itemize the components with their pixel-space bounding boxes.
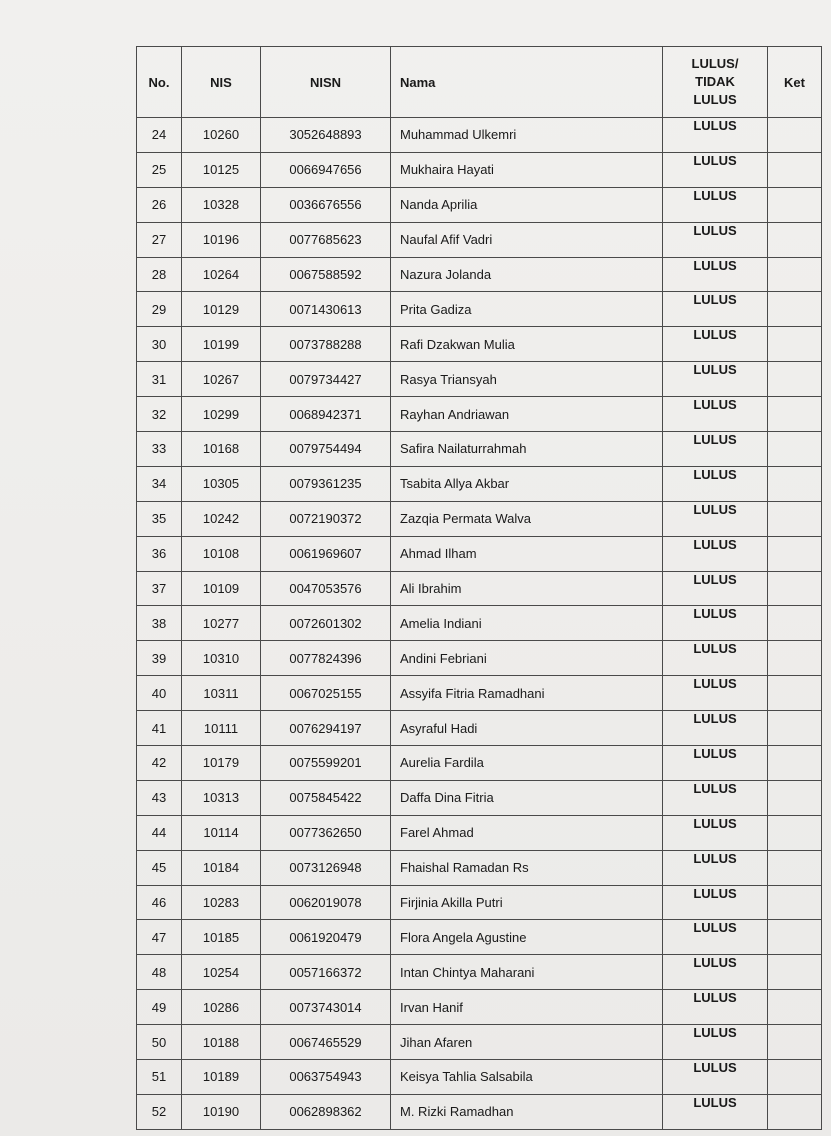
cell-ket <box>768 1025 822 1060</box>
cell-ket <box>768 885 822 920</box>
cell-nama: M. Rizki Ramadhan <box>391 1094 663 1129</box>
cell-nisn: 0062019078 <box>261 885 391 920</box>
cell-nis: 10196 <box>182 222 261 257</box>
cell-status: LULUS <box>663 327 768 362</box>
cell-status: LULUS <box>663 536 768 571</box>
cell-ket <box>768 327 822 362</box>
cell-nama: Ali Ibrahim <box>391 571 663 606</box>
cell-ket <box>768 292 822 327</box>
table-row <box>137 641 822 676</box>
cell-nisn: 0072190372 <box>261 501 391 536</box>
cell-ket <box>768 780 822 815</box>
cell-nisn: 0062898362 <box>261 1094 391 1129</box>
cell-status: LULUS <box>663 466 768 501</box>
cell-nis: 10111 <box>182 711 261 746</box>
cell-ket <box>768 1094 822 1129</box>
cell-no: 25 <box>137 152 182 187</box>
cell-nisn: 0071430613 <box>261 292 391 327</box>
cell-nis: 10190 <box>182 1094 261 1129</box>
cell-no: 36 <box>137 536 182 571</box>
cell-nisn: 0079361235 <box>261 466 391 501</box>
cell-nisn: 0047053576 <box>261 571 391 606</box>
cell-status: LULUS <box>663 850 768 885</box>
cell-status: LULUS <box>663 187 768 222</box>
cell-no: 45 <box>137 850 182 885</box>
cell-nis: 10114 <box>182 815 261 850</box>
cell-nis: 10286 <box>182 990 261 1025</box>
cell-nama: Rasya Triansyah <box>391 362 663 397</box>
cell-nisn: 0063754943 <box>261 1060 391 1095</box>
cell-nisn: 0057166372 <box>261 955 391 990</box>
cell-no: 46 <box>137 885 182 920</box>
cell-nis: 10199 <box>182 327 261 362</box>
cell-nis: 10168 <box>182 432 261 467</box>
cell-nisn: 0075599201 <box>261 746 391 781</box>
header-nama: Nama <box>391 47 663 118</box>
table-row <box>137 990 822 1025</box>
cell-status: LULUS <box>663 1025 768 1060</box>
graduation-results-table <box>136 46 822 1130</box>
table-row <box>137 501 822 536</box>
cell-no: 47 <box>137 920 182 955</box>
cell-ket <box>768 118 822 153</box>
cell-nama: Safira Nailaturrahmah <box>391 432 663 467</box>
cell-no: 31 <box>137 362 182 397</box>
header-status-line: LULUS <box>693 92 737 107</box>
cell-status: LULUS <box>663 711 768 746</box>
cell-no: 49 <box>137 990 182 1025</box>
table-row <box>137 222 822 257</box>
cell-nama: Jihan Afaren <box>391 1025 663 1060</box>
table-row <box>137 711 822 746</box>
cell-nis: 10189 <box>182 1060 261 1095</box>
cell-nisn: 3052648893 <box>261 118 391 153</box>
table-row <box>137 955 822 990</box>
table-row <box>137 1025 822 1060</box>
cell-status: LULUS <box>663 780 768 815</box>
cell-nama: Irvan Hanif <box>391 990 663 1025</box>
cell-status: LULUS <box>663 990 768 1025</box>
cell-status: LULUS <box>663 152 768 187</box>
table-row <box>137 327 822 362</box>
cell-nis: 10260 <box>182 118 261 153</box>
cell-nama: Nazura Jolanda <box>391 257 663 292</box>
cell-nis: 10185 <box>182 920 261 955</box>
table-row <box>137 187 822 222</box>
table-row <box>137 292 822 327</box>
cell-nis: 10328 <box>182 187 261 222</box>
cell-nama: Amelia Indiani <box>391 606 663 641</box>
cell-status: LULUS <box>663 118 768 153</box>
cell-no: 41 <box>137 711 182 746</box>
cell-nama: Rayhan Andriawan <box>391 397 663 432</box>
cell-nis: 10188 <box>182 1025 261 1060</box>
cell-nisn: 0061969607 <box>261 536 391 571</box>
header-status <box>663 47 768 118</box>
cell-ket <box>768 850 822 885</box>
table-row <box>137 432 822 467</box>
cell-ket <box>768 746 822 781</box>
cell-nis: 10109 <box>182 571 261 606</box>
cell-nama: Nanda Aprilia <box>391 187 663 222</box>
cell-status: LULUS <box>663 397 768 432</box>
cell-nama: Muhammad Ulkemri <box>391 118 663 153</box>
cell-status: LULUS <box>663 222 768 257</box>
cell-status: LULUS <box>663 362 768 397</box>
cell-status: LULUS <box>663 257 768 292</box>
header-nisn: NISN <box>261 47 391 118</box>
cell-nisn: 0076294197 <box>261 711 391 746</box>
cell-no: 39 <box>137 641 182 676</box>
table-header <box>137 47 822 118</box>
cell-nisn: 0079754494 <box>261 432 391 467</box>
cell-no: 26 <box>137 187 182 222</box>
table-row <box>137 571 822 606</box>
cell-nama: Intan Chintya Maharani <box>391 955 663 990</box>
cell-no: 43 <box>137 780 182 815</box>
header-row <box>137 47 822 118</box>
cell-nis: 10310 <box>182 641 261 676</box>
cell-ket <box>768 501 822 536</box>
cell-no: 52 <box>137 1094 182 1129</box>
cell-no: 51 <box>137 1060 182 1095</box>
cell-nama: Aurelia Fardila <box>391 746 663 781</box>
cell-nama: Rafi Dzakwan Mulia <box>391 327 663 362</box>
cell-nis: 10267 <box>182 362 261 397</box>
cell-nis: 10277 <box>182 606 261 641</box>
cell-status: LULUS <box>663 1060 768 1095</box>
header-status-line: TIDAK <box>695 74 735 89</box>
table-row <box>137 746 822 781</box>
table-row <box>137 152 822 187</box>
cell-status: LULUS <box>663 955 768 990</box>
cell-nama: Tsabita Allya Akbar <box>391 466 663 501</box>
cell-no: 40 <box>137 676 182 711</box>
cell-ket <box>768 571 822 606</box>
cell-ket <box>768 606 822 641</box>
cell-nisn: 0073126948 <box>261 850 391 885</box>
cell-nis: 10242 <box>182 501 261 536</box>
cell-status: LULUS <box>663 501 768 536</box>
cell-no: 38 <box>137 606 182 641</box>
cell-nis: 10305 <box>182 466 261 501</box>
table-row <box>137 118 822 153</box>
cell-nama: Daffa Dina Fitria <box>391 780 663 815</box>
cell-nisn: 0072601302 <box>261 606 391 641</box>
cell-no: 24 <box>137 118 182 153</box>
cell-nis: 10313 <box>182 780 261 815</box>
cell-status: LULUS <box>663 885 768 920</box>
table-row <box>137 850 822 885</box>
cell-nisn: 0061920479 <box>261 920 391 955</box>
cell-no: 34 <box>137 466 182 501</box>
table-row <box>137 536 822 571</box>
cell-no: 50 <box>137 1025 182 1060</box>
table-row <box>137 257 822 292</box>
cell-nama: Flora Angela Agustine <box>391 920 663 955</box>
table-row <box>137 1094 822 1129</box>
cell-ket <box>768 187 822 222</box>
cell-nis: 10179 <box>182 746 261 781</box>
cell-ket <box>768 955 822 990</box>
cell-ket <box>768 676 822 711</box>
cell-no: 44 <box>137 815 182 850</box>
cell-ket <box>768 1060 822 1095</box>
cell-nis: 10264 <box>182 257 261 292</box>
table-body <box>137 118 822 1130</box>
cell-nama: Firjinia Akilla Putri <box>391 885 663 920</box>
cell-nisn: 0066947656 <box>261 152 391 187</box>
cell-nisn: 0077824396 <box>261 641 391 676</box>
header-status-line: LULUS/ <box>691 56 739 71</box>
cell-status: LULUS <box>663 746 768 781</box>
table-row <box>137 362 822 397</box>
cell-nisn: 0067465529 <box>261 1025 391 1060</box>
cell-nisn: 0075845422 <box>261 780 391 815</box>
table-row <box>137 815 822 850</box>
cell-nisn: 0077685623 <box>261 222 391 257</box>
cell-nama: Farel Ahmad <box>391 815 663 850</box>
cell-nama: Zazqia Permata Walva <box>391 501 663 536</box>
cell-no: 29 <box>137 292 182 327</box>
cell-nama: Mukhaira Hayati <box>391 152 663 187</box>
cell-nama: Fhaishal Ramadan Rs <box>391 850 663 885</box>
table-row <box>137 920 822 955</box>
cell-nis: 10311 <box>182 676 261 711</box>
cell-no: 48 <box>137 955 182 990</box>
cell-status: LULUS <box>663 571 768 606</box>
cell-nis: 10184 <box>182 850 261 885</box>
cell-no: 33 <box>137 432 182 467</box>
cell-ket <box>768 466 822 501</box>
cell-status: LULUS <box>663 676 768 711</box>
header-ket: Ket <box>768 47 822 118</box>
table-row <box>137 676 822 711</box>
cell-ket <box>768 397 822 432</box>
cell-status: LULUS <box>663 920 768 955</box>
table-row <box>137 606 822 641</box>
cell-status: LULUS <box>663 1094 768 1129</box>
cell-nisn: 0068942371 <box>261 397 391 432</box>
cell-ket <box>768 990 822 1025</box>
cell-no: 28 <box>137 257 182 292</box>
header-no: No. <box>137 47 182 118</box>
cell-ket <box>768 152 822 187</box>
cell-status: LULUS <box>663 641 768 676</box>
cell-nisn: 0067025155 <box>261 676 391 711</box>
cell-ket <box>768 711 822 746</box>
table-row <box>137 780 822 815</box>
table-row <box>137 885 822 920</box>
cell-nis: 10299 <box>182 397 261 432</box>
cell-nama: Assyifa Fitria Ramadhani <box>391 676 663 711</box>
cell-no: 37 <box>137 571 182 606</box>
cell-nis: 10254 <box>182 955 261 990</box>
cell-no: 27 <box>137 222 182 257</box>
cell-nisn: 0073743014 <box>261 990 391 1025</box>
cell-status: LULUS <box>663 815 768 850</box>
cell-nama: Prita Gadiza <box>391 292 663 327</box>
cell-ket <box>768 432 822 467</box>
cell-no: 42 <box>137 746 182 781</box>
cell-ket <box>768 362 822 397</box>
cell-nis: 10283 <box>182 885 261 920</box>
cell-nama: Naufal Afif Vadri <box>391 222 663 257</box>
header-nis: NIS <box>182 47 261 118</box>
cell-nisn: 0077362650 <box>261 815 391 850</box>
cell-ket <box>768 536 822 571</box>
cell-nis: 10129 <box>182 292 261 327</box>
cell-status: LULUS <box>663 606 768 641</box>
cell-ket <box>768 222 822 257</box>
cell-nis: 10108 <box>182 536 261 571</box>
cell-ket <box>768 641 822 676</box>
table-row <box>137 1060 822 1095</box>
cell-nisn: 0079734427 <box>261 362 391 397</box>
cell-nama: Andini Febriani <box>391 641 663 676</box>
cell-status: LULUS <box>663 432 768 467</box>
table-row <box>137 397 822 432</box>
cell-no: 30 <box>137 327 182 362</box>
cell-status: LULUS <box>663 292 768 327</box>
cell-nama: Asyraful Hadi <box>391 711 663 746</box>
cell-nama: Ahmad Ilham <box>391 536 663 571</box>
cell-ket <box>768 920 822 955</box>
cell-nisn: 0073788288 <box>261 327 391 362</box>
cell-nisn: 0067588592 <box>261 257 391 292</box>
cell-nis: 10125 <box>182 152 261 187</box>
cell-ket <box>768 815 822 850</box>
table-row <box>137 466 822 501</box>
cell-nisn: 0036676556 <box>261 187 391 222</box>
cell-no: 32 <box>137 397 182 432</box>
cell-nama: Keisya Tahlia Salsabila <box>391 1060 663 1095</box>
cell-no: 35 <box>137 501 182 536</box>
cell-ket <box>768 257 822 292</box>
